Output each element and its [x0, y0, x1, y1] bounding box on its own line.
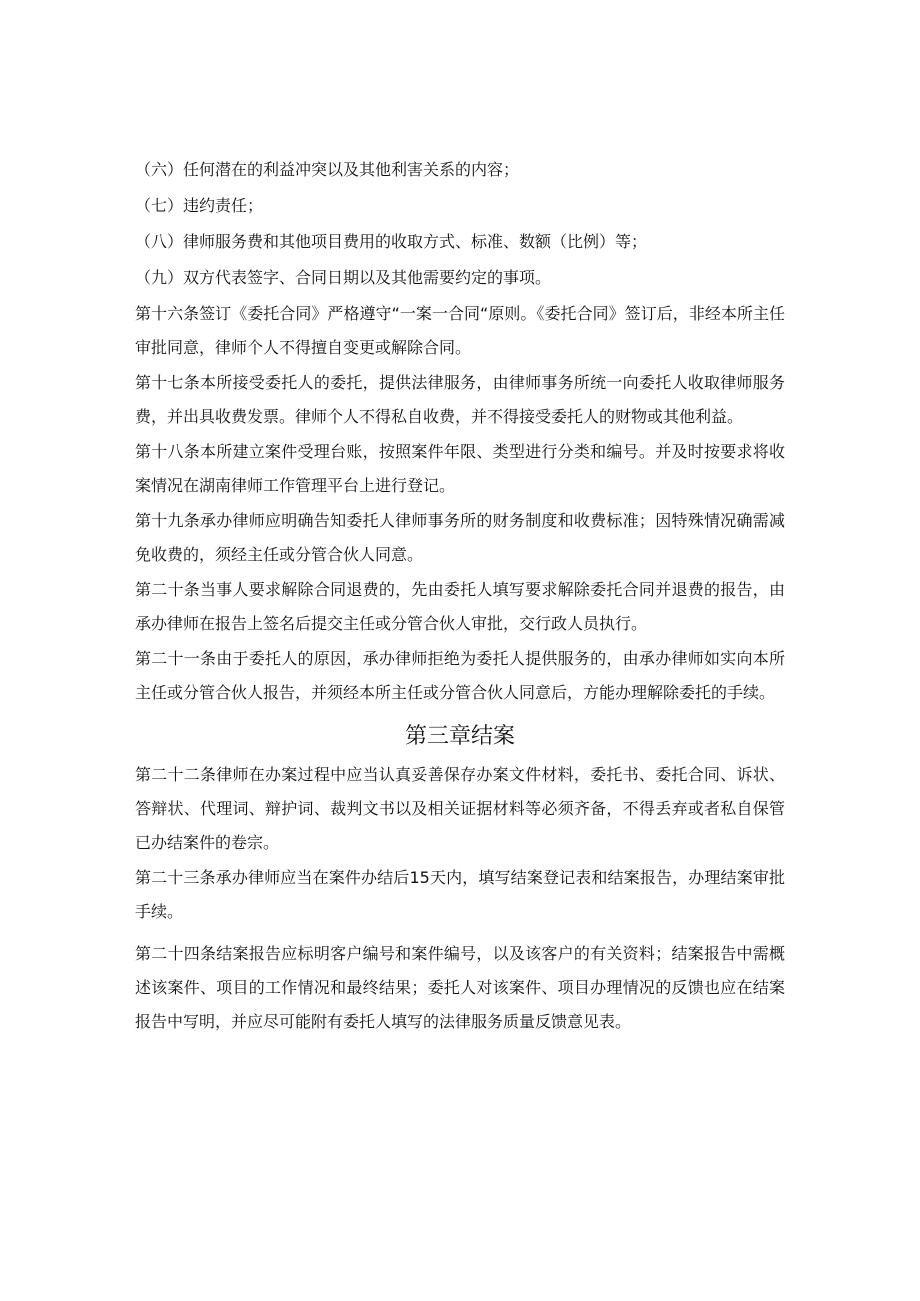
article-17: 第十七条本所接受委托人的委托，提供法律服务，由律师事务所统一向委托人收取律师服务费，并出具收费发票。律师个人不得私自收费，并不得接受委托人的财物或其他利益。 [135, 373, 785, 426]
chapter-title: 第三章结案 [404, 724, 515, 749]
article-19: 第十九条承办律师应明确告知委托人律师事务所的财务制度和收费标准；因特殊情况确需减免收费的，须经主任或分管合伙人同意。 [135, 511, 785, 564]
document-body [135, 152, 785, 1039]
article-24: 第二十四条结案报告应标明客户编号和案件编号，以及该客户的有关资料；结案报告中需概述该案件、项目的工作情况和最终结果；委托人对该案件、项目办理情况的反馈也应在结案报告中写明，并应尽可能附有委托人填写的法律服务质量反馈意见表。 [135, 944, 785, 1031]
list-item: （九）双方代表签字、合同日期以及其他需要约定的事项。 [135, 268, 552, 287]
article-20: 第二十条当事人要求解除合同退费的，先由委托人填写要求解除委托合同并退费的报告，由承办律师在报告上签名后提交主任或分管合伙人审批，交行政人员执行。 [135, 580, 785, 633]
article-16: 第十六条签订《委托合同》严格遵守“一案一合同“原则。《委托合同》签订后，非经本所主任审批同意，律师个人不得擅自变更或解除合同。 [135, 304, 785, 357]
article-18: 第十八条本所建立案件受理台账，按照案件年限、类型进行分类和编号。并及时按要求将收案情况在湖南律师工作管理平台上进行登记。 [135, 442, 785, 495]
article-22: 第二十二条律师在办案过程中应当认真妥善保存办案文件材料，委托书、委托合同、诉状、答辩状、代理词、辩护词、裁判文书以及相关证据材料等必须齐备，不得丢弃或者私自保管已办结案件的卷宗。 [135, 765, 785, 852]
list-item: （七）违约责任； [135, 196, 264, 215]
article-21: 第二十一条由于委托人的原因，承办律师拒绝为委托人提供服务的，由承办律师如实向本所主任或分管合伙人报告，并须经本所主任或分管合伙人同意后，方能办理解除委托的手续。 [135, 649, 785, 702]
list-item: （八）律师服务费和其他项目费用的收取方式、标准、数额（比例）等； [135, 232, 648, 251]
article-23: 第二十三条承办律师应当在案件办结后15天内，填写结案登记表和结案报告，办理结案审批手续。 [135, 868, 785, 921]
list-item: （六）任何潜在的利益冲突以及其他利害关系的内容； [135, 160, 520, 179]
